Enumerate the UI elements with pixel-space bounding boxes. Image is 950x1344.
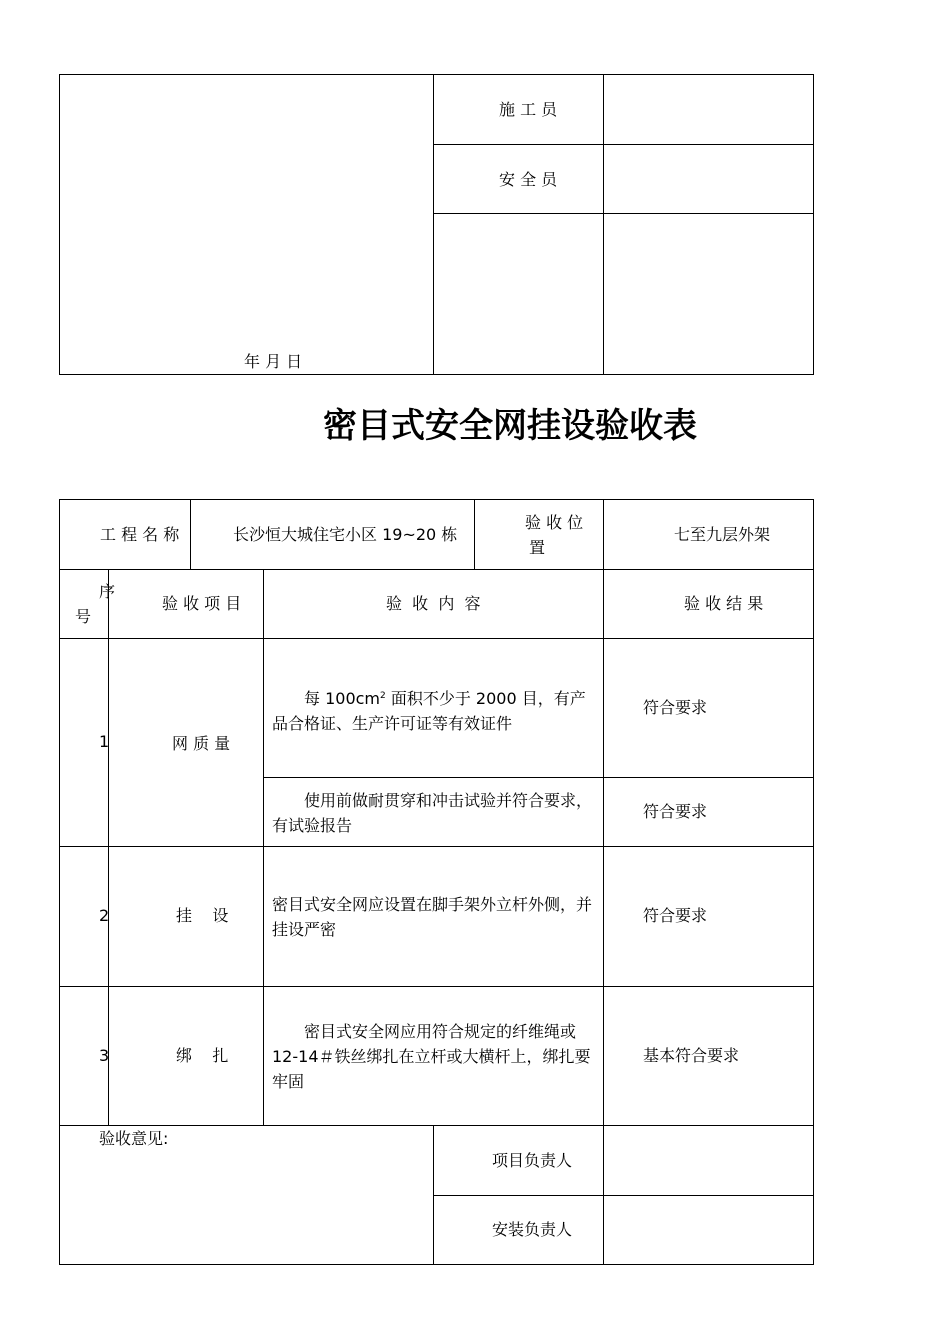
location-label-line2: 置 [529, 538, 546, 557]
opinion-field[interactable] [60, 1150, 432, 1264]
location-label-line1: 验 收 位 [525, 513, 584, 532]
opinion-label: 验收意见: [99, 1129, 169, 1148]
location-value: 七至九层外架 [674, 525, 771, 544]
row-2-item: 挂 设 [176, 906, 229, 925]
row-1b-result: 符合要求 [643, 802, 708, 821]
install-manager-signature-cell[interactable] [604, 1196, 813, 1264]
row-3-item: 绑 扎 [176, 1046, 229, 1065]
install-manager-label: 安装负责人 [492, 1220, 573, 1239]
row-2-number: 2 [99, 906, 110, 925]
project-name-value: 长沙恒大城住宅小区 19~20 栋 [233, 525, 458, 544]
row-1a-content: 每 $100cm^2$ 面积不少于 2000 目，有产品合格证、生产许可证等有效证件 [272, 689, 586, 733]
row-3-content: 密目式安全网应用符合规定的纤维绳或12-14＃铁丝绑扎在立杆或大横杆上，绑扎要牢固 [272, 1022, 591, 1091]
row-1b-content: 使用前做耐贯穿和冲击试验并符合要求，有试验报告 [272, 791, 593, 835]
row-2-content: 密目式安全网应设置在脚手架外立杆外侧，并挂设严密 [272, 895, 593, 939]
row-1-number: 1 [99, 732, 110, 751]
seq-header-line2: 号 [75, 607, 92, 626]
project-name-label: 工 程 名 称 [100, 525, 180, 544]
construction-worker-signature-cell[interactable] [604, 75, 813, 144]
result-header: 验 收 结 果 [684, 594, 764, 613]
safety-officer-label: 安 全 员 [499, 170, 558, 189]
seq-header-line1: 序 [99, 582, 116, 601]
row-1a-result: 符合要求 [643, 698, 708, 717]
project-manager-signature-cell[interactable] [604, 1126, 813, 1195]
row-2-result: 符合要求 [643, 906, 708, 925]
safety-officer-signature-cell[interactable] [604, 145, 813, 213]
page-title: 密目式安全网挂设验收表 [323, 406, 697, 446]
construction-worker-label: 施 工 员 [499, 100, 558, 119]
content-header: 验 收 内 容 [386, 594, 481, 613]
row-3-number: 3 [99, 1046, 110, 1065]
item-header: 验 收 项 目 [162, 594, 242, 613]
date-label: 年 月 日 [244, 352, 303, 371]
row-1-item: 网 质 量 [172, 734, 231, 753]
row-3-result: 基本符合要求 [643, 1046, 740, 1065]
project-manager-label: 项目负责人 [492, 1151, 573, 1170]
